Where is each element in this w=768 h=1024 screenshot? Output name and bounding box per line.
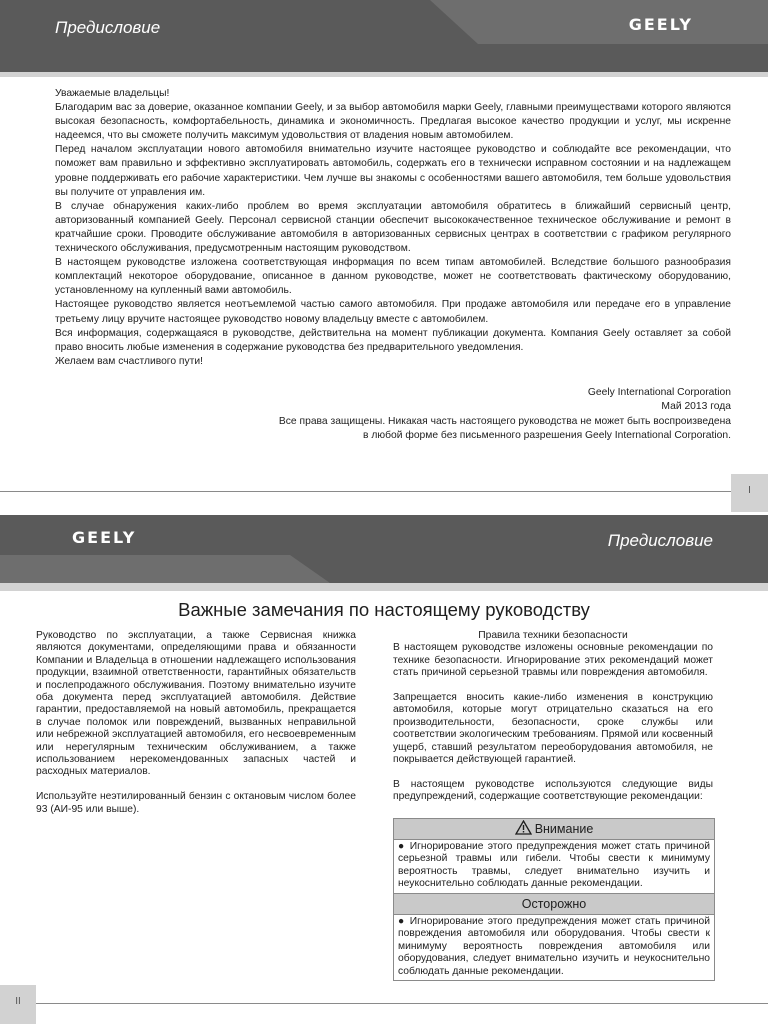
page2-header-title: Предисловие (607, 531, 713, 550)
caution-header (394, 894, 714, 915)
geely-logo: GEELY (72, 528, 137, 547)
page1-footer-rule (0, 491, 731, 492)
fuel-note: Используйте неэтилированный бензин с октановым числом более 93 (АИ-95 или выше). (36, 791, 356, 815)
page1-header-title: Предисловие (55, 18, 161, 37)
page2-footer-rule (36, 1003, 768, 1004)
right-column (393, 630, 713, 804)
greeting: Уважаемые владельцы! (55, 88, 170, 99)
paragraph: В настоящем руководстве изложены основные рекомендации по технике безопасности. Игнорирование этих рекомендаций может стать причиной серьезной травмы или повреждения автомобиля. (393, 642, 713, 679)
paragraph: В настоящем руководстве используются следующие виды предупреждений, содержащие соответствующие рекомендации: (393, 778, 713, 803)
copyright-line: в любой форме без письменного разрешения Geely International Corporation. (363, 430, 731, 442)
warning-title: Внимание (534, 822, 594, 836)
page1-header-strip (0, 72, 768, 77)
left-column (36, 630, 356, 816)
warning-header (394, 819, 714, 840)
paragraph: В случае обнаружения каких-либо проблем во время эксплуатации автомобиля обратитесь в ближайший сервисный центр, авторизованный компанией Geely. Персонал сервисной станции обеспечит высококачественное техническое обслуживание и ремонт в кратчайшие сроки. Проводите обслуживание автомобиля в авторизованных сервисных центрах в соответствии с графиком регулярного технического обслуживания, предусмотренным настоящим руководством. (55, 200, 731, 255)
paragraph: Руководство по эксплуатации, а также Сервисная книжка являются документами, определяющими права и обязанности Компании и Владельца в отношении надлежащего использования продукции, взаимной ответственности, гарантийных обязательств и послепродажного обслуживания. Поэтому внимательно изучите оба документа перед эксплуатацией автомобиля. Действие гарантии, предоставляемой на новый автомобиль, прекращается в случае поломок или повреждений, вызванных неправильной или небрежной эксплуатацией автомобиля, его несвоевременным или нерегулярным техническим обслуживанием, а также использованием нерекомендованных запасных частей и расходных материалов. (36, 630, 356, 778)
section-title: Важные замечания по настоящему руководству (178, 599, 590, 620)
paragraph: В настоящем руководстве изложена соответствующая информация по всем типам автомобилей. Вследствие большого разнообразия комплектаций некоторое оборудование, описанное в данном руководстве, может не соответствовать фактическому оборудованию, установленному на купленный вами автомобиль. (55, 257, 731, 297)
paragraph: Вся информация, содержащаяся в руководстве, действительна на момент публикации документа. Компания Geely оставляет за собой право вносить любые изменения в содержание руководства без предварительного уведомления. (55, 327, 731, 353)
copyright-line: Все права защищены. Никакая часть настоящего руководства не может быть воспроизведена (278, 415, 731, 427)
warning-text: ● Игнорирование этого предупреждения может стать причиной серьезной травмы или гибели. Чтобы свести к минимуму вероятность травмы, следует внимательно изучить и неукоснительно соблюдать данные рекомендации. (398, 841, 710, 890)
closing-wish: Желаем вам счастливого пути! (55, 355, 203, 367)
signature-date: Май 2013 года (661, 401, 731, 413)
paragraph: Перед началом эксплуатации нового автомобиля внимательно изучите настоящее руководство и соблюдайте все рекомендации, что поможет вам правильно и эффективно эксплуатировать автомобиль, содержать его в технически исправном состоянии и на надлежащем уровне поддерживать его рабочие характеристики. Чем лучше вы знакомы с особенностями вашего автомобиля, тем больше удовольствия вы получите от управления им. (55, 144, 731, 198)
page2-header-strip (0, 583, 768, 591)
page-number: II (0, 985, 36, 1024)
signature-block (171, 386, 731, 444)
page1-foreword-text (55, 87, 731, 369)
geely-logo: GEELY (628, 15, 693, 34)
caution-title: Осторожно (521, 897, 587, 911)
paragraph: Настоящее руководство является неотъемлемой частью самого автомобиля. При продаже автомобиля или передаче его в управление третьему лицу вручите настоящее руководство новому владельцу вместе с автомобилем. (55, 299, 731, 325)
warning-box (393, 818, 715, 894)
caution-box (393, 893, 715, 981)
caution-text: ● Игнорирование этого предупреждения может стать причиной повреждения автомобиля или оборудования. Чтобы свести к минимуму вероятность повреждения автомобиля или оборудования, следует внимательно изучить и неукоснительно соблюдать данные рекомендации. (398, 916, 710, 977)
safety-subtitle: Правила техники безопасности (478, 630, 628, 641)
page-number: I (731, 474, 768, 512)
warning-triangle-icon (515, 820, 532, 841)
signature-company: Geely International Corporation (587, 387, 731, 398)
paragraph: Запрещается вносить какие-либо изменения в конструкцию автомобиля, которые могут отрицательно сказаться на его производительности, безопасности, сроке службы или соответствии экологическим требованиям. Прямой или косвенный ущерб, ставший результатом переоборудования автомобиля, не покрывается действующей гарантией. (393, 692, 713, 766)
paragraph: Благодарим вас за доверие, оказанное компании Geely, и за выбор автомобиля марки Geely, главными преимуществами которого являются высокая безопасность, комфортабельность, динамика и экономичность. Предлагая высокое качество продукции и услуг, мы искренне надеемся, что вы сможете получить максимум удовольствия от владения новым автомобилем. (55, 102, 731, 142)
